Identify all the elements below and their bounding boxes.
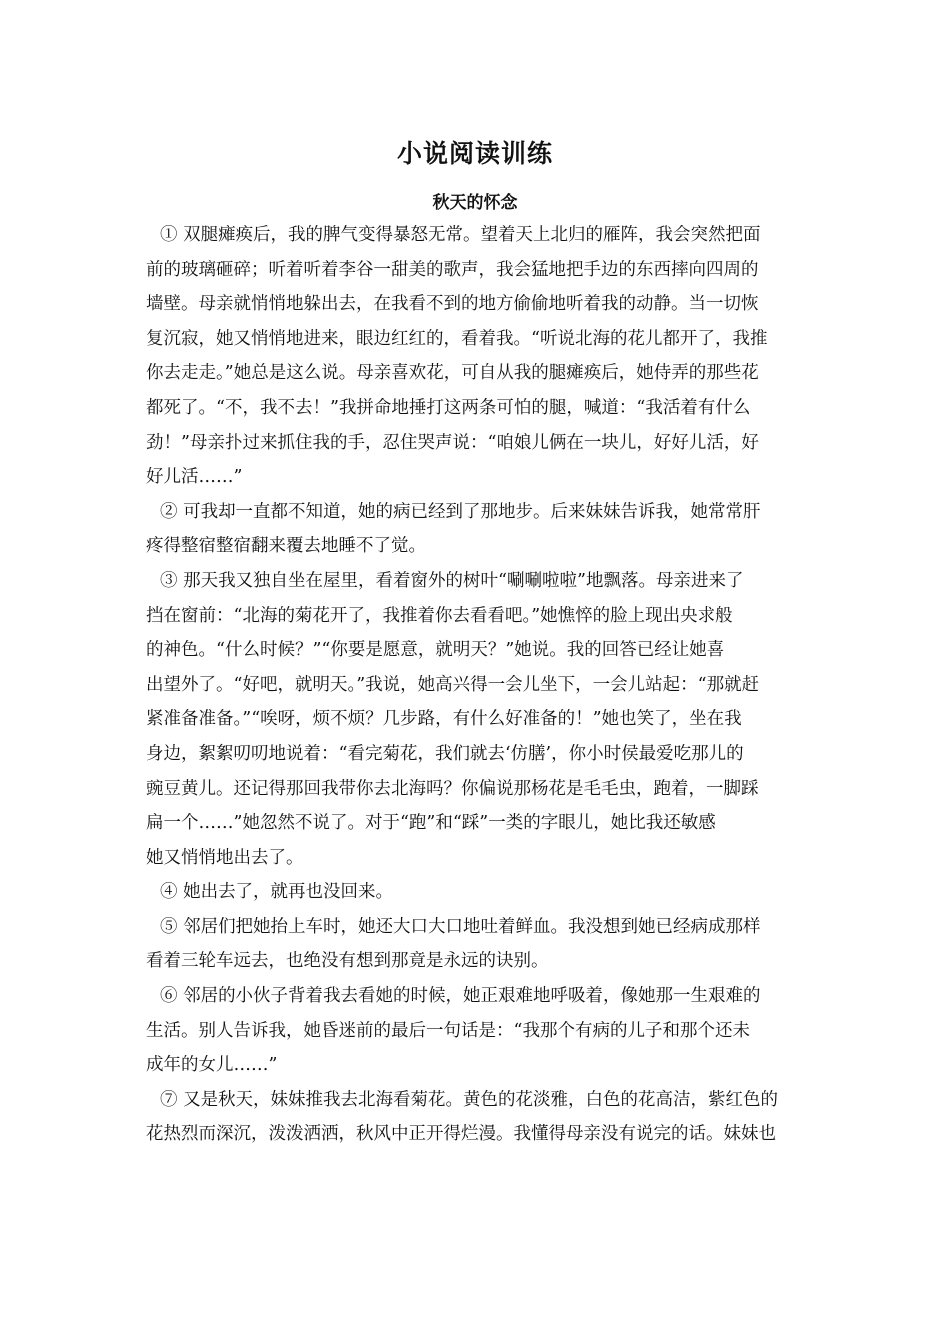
text-line: 她又悄悄地出去了。	[146, 847, 304, 868]
story-title: 秋天的怀念	[432, 193, 518, 213]
text-line: ③ 那天我又独自坐在屋里，看着窗外的树叶“唰唰啦啦”地飘落。母亲进来了	[160, 570, 744, 591]
text-line: 看着三轮车远去，也绝没有想到那竟是永远的诀别。	[146, 951, 549, 972]
text-line: 复沉寂，她又悄悄地进来，眼边红红的，看着我。“听说北海的花儿都开了，我推	[146, 328, 768, 349]
text-line: 好儿活……”	[146, 467, 243, 488]
text-line: 豌豆黄儿。还记得那回我带你去北海吗？你偏说那杨花是毛毛虫，跑着，一脚踩	[146, 778, 759, 799]
text-line: ⑤ 邻居们把她抬上车时，她还大口大口地吐着鲜血。我没想到她已经病成那样	[160, 916, 761, 937]
text-line: 成年的女儿……”	[146, 1055, 278, 1076]
text-line: 你去走走。”她总是这么说。母亲喜欢花，可自从我的腿瘫痪后，她侍弄的那些花	[146, 363, 759, 384]
text-line: 出望外了。“好吧，就明天。”我说，她高兴得一会儿坐下，一会儿站起：“那就赶	[146, 674, 760, 695]
story-body	[146, 218, 812, 1152]
text-line: 都死了。“不，我不去！”我拼命地捶打这两条可怕的腿，喊道：“我活着有什么	[146, 397, 751, 418]
text-line: 的神色。“什么时候？”“你要是愿意，就明天？”她说。我的回答已经让她喜	[146, 640, 725, 661]
text-line: ④ 她出去了，就再也没回来。	[160, 882, 394, 903]
document-title: 小说阅读训练	[396, 139, 553, 168]
text-line: ⑦ 又是秋天，妹妹推我去北海看菊花。黄色的花淡雅，白色的花高洁，紫红色的	[160, 1089, 779, 1110]
text-line: ⑥ 邻居的小伙子背着我去看她的时候，她正艰难地呼吸着，像她那一生艰难的	[160, 986, 761, 1007]
text-line: 紧准备准备。”“唉呀，烦不烦？几步路，有什么好准备的！”她也笑了，坐在我	[146, 709, 742, 730]
text-line: 疼得整宿整宿翻来覆去地睡不了觉。	[146, 536, 426, 557]
text-line: ② 可我却一直都不知道，她的病已经到了那地步。后来妹妹告诉我，她常常肝	[160, 501, 761, 522]
text-line: 墙壁。母亲就悄悄地躲出去，在我看不到的地方偷偷地听着我的动静。当一切恢	[146, 294, 759, 315]
text-line: 挡在窗前：“北海的菊花开了，我推着你去看看吧。”她憔悴的脸上现出央求般	[146, 605, 733, 626]
text-line: 身边，絮絮叨叨地说着：“看完菊花，我们就去‘仿膳’，你小时侯最爱吃那儿的	[146, 743, 744, 764]
text-line: 花热烈而深沉，泼泼洒洒，秋风中正开得烂漫。我懂得母亲没有说完的话。妹妹也	[146, 1124, 776, 1145]
text-line: 劲！”母亲扑过来抓住我的手，忍住哭声说：“咱娘儿俩在一块儿，好好儿活，好	[146, 432, 759, 453]
text-line: 扁一个……”她忽然不说了。对于“跑”和“踩”一类的字眼儿，她比我还敏感	[146, 813, 716, 834]
text-line: ① 双腿瘫痪后，我的脾气变得暴怒无常。望着天上北归的雁阵，我会突然把面	[160, 225, 761, 245]
text-line: 前的玻璃砸碎；听着听着李谷一甜美的歌声，我会猛地把手边的东西摔向四周的	[146, 259, 759, 280]
text-line: 生活。别人告诉我，她昏迷前的最后一句话是：“我那个有病的儿子和那个还未	[146, 1020, 750, 1041]
